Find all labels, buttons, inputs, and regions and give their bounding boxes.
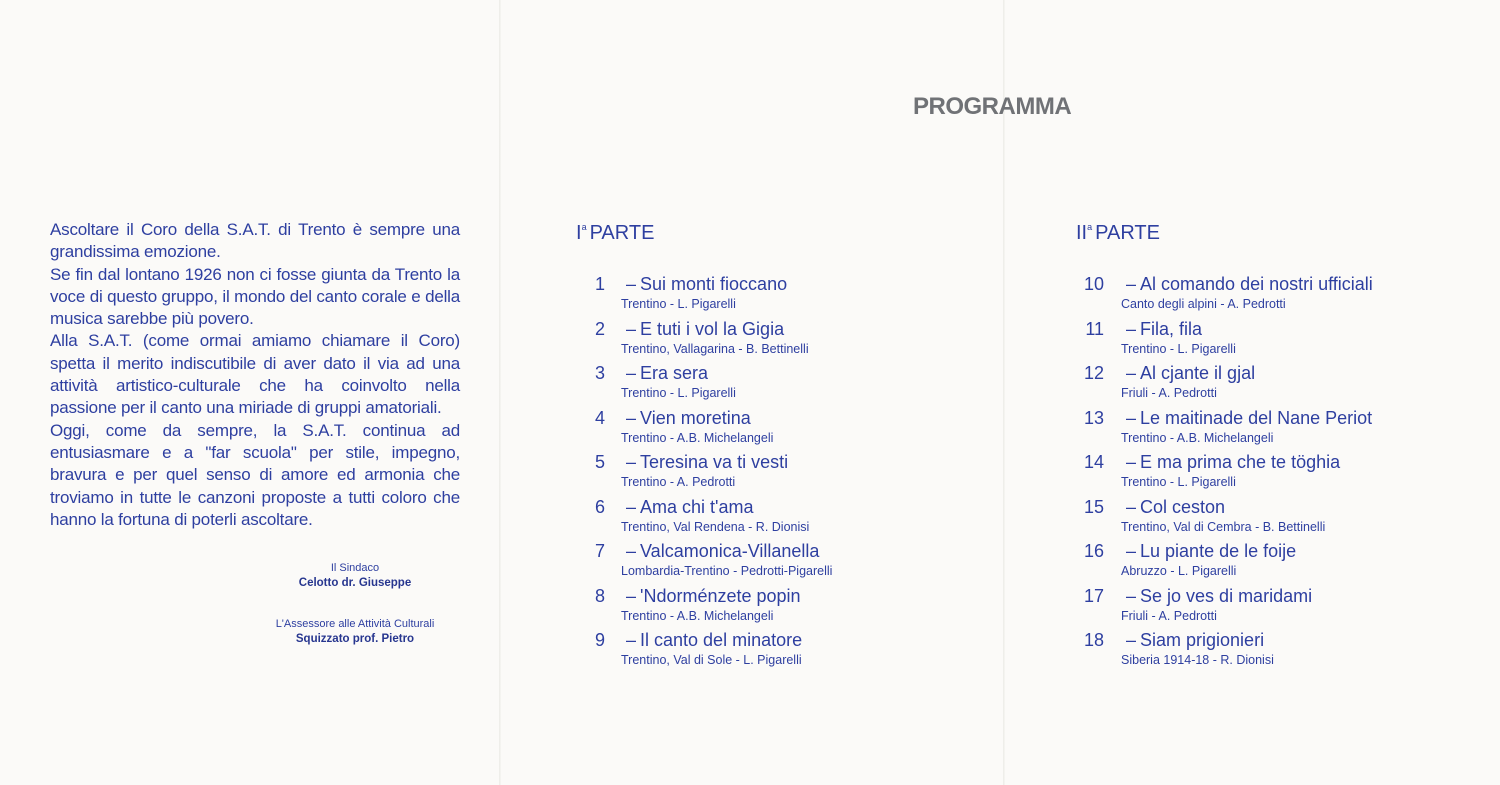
- signature-name: Celotto dr. Giuseppe: [298, 577, 412, 589]
- song-credit: Trentino - A.B. Michelangeli: [1121, 430, 1274, 445]
- song-credit: Trentino, Val di Cembra - B. Bettinelli: [1121, 519, 1326, 534]
- song-number: 2: [594, 318, 605, 339]
- song-title: – Siam prigionieri: [1126, 630, 1265, 650]
- song-number: 6: [594, 496, 605, 517]
- part-two-heading: [1076, 222, 1160, 245]
- song-credit: Abruzzo - L. Pigarelli: [1121, 564, 1237, 578]
- song-number: 3: [594, 363, 605, 383]
- song-title: – Fila, fila: [1126, 318, 1203, 339]
- program-title: PROGRAMMA: [913, 93, 1072, 120]
- song-title: – E tuti i vol la Gigia: [626, 318, 785, 339]
- song-title: – Lu piante de le foije: [1126, 541, 1297, 561]
- song-credit: Trentino - L. Pigarelli: [1121, 475, 1236, 489]
- song-number: 18: [1083, 630, 1104, 650]
- song-number: 5: [594, 452, 605, 472]
- song-credit: Canto degli alpini - A. Pedrotti: [1121, 297, 1286, 311]
- song-title: – E ma prima che te töghia: [1126, 452, 1341, 472]
- song-credit: Trentino - L. Pigarelli: [621, 386, 736, 400]
- fold-line-left: [499, 0, 501, 785]
- song-title: – Il canto del minatore: [626, 630, 803, 650]
- song-title: – Le maitinade del Nane Periot: [1126, 407, 1373, 428]
- song-credit: Trentino, Val Rendena - R. Dionisi: [621, 519, 810, 534]
- song-number: 7: [594, 541, 605, 561]
- song-number: 16: [1083, 541, 1104, 561]
- song-title: – Al cjante il gjal: [1126, 363, 1256, 383]
- song-title: – Teresina va ti vesti: [626, 452, 789, 472]
- part-ordinal: II: [1076, 222, 1088, 244]
- song-credit: Friuli - A. Pedrotti: [1121, 608, 1217, 623]
- song-number: 11: [1085, 318, 1104, 339]
- song-credit: Trentino - A.B. Michelangeli: [621, 608, 774, 623]
- song-title: – 'Ndorménzete popin: [626, 585, 801, 606]
- signature-name: Squizzato prof. Pietro: [295, 633, 415, 645]
- song-title: – Ama chi t'ama: [626, 496, 754, 517]
- signature-mayor: [230, 561, 480, 591]
- song-credit: Trentino - A.B. Michelangeli: [621, 430, 774, 445]
- song-credit: Trentino, Vallagarina - B. Bettinelli: [621, 341, 809, 356]
- song-number: 8: [594, 585, 605, 606]
- intro-text: [50, 219, 460, 531]
- song-title: – Valcamonica-Villanella: [626, 541, 820, 561]
- part-one-heading: [576, 222, 654, 245]
- part-ordinal: I: [576, 222, 582, 244]
- song-number: 1: [594, 274, 605, 294]
- song-number: 13: [1083, 407, 1104, 428]
- song-title: – Al comando dei nostri ufficiali: [1126, 274, 1373, 294]
- song-number: 14: [1083, 452, 1104, 472]
- intro-paragraph: Alla S.A.T. (come ormai amiamo chiamare il Coro) spetta il merito indiscutibile di aver dato il via ad una attività artistico-culturale che ha coinvolto nella passione per il canto una miriade di gruppi amatoriali.: [50, 331, 460, 418]
- song-credit: Trentino - A. Pedrotti: [621, 475, 736, 489]
- song-credit: Friuli - A. Pedrotti: [1121, 386, 1217, 400]
- signature-role: Il Sindaco: [330, 562, 380, 574]
- intro-paragraph: Ascoltare il Coro della S.A.T. di Trento è sempre una grandissima emozione.: [50, 220, 460, 262]
- signature-role: L'Assessore alle Attività Culturali: [275, 618, 435, 630]
- part-label: PARTE: [589, 222, 655, 244]
- intro-paragraph: Se fin dal lontano 1926 non ci fosse giunta da Trento la voce di questo gruppo, il mondo del canto corale e della musica sarebbe più povero.: [50, 264, 460, 329]
- intro-paragraph: Oggi, come da sempre, la S.A.T. continua ad entusiasmare e a "far scuola" per stile, impegno, bravura e per quel senso di amore ed armonia che troviamo in tutte le canzoni proposte a tutti coloro che hanno la fortuna di poterli ascoltare.: [50, 420, 460, 529]
- song-number: 10: [1083, 274, 1104, 294]
- part-label: PARTE: [1095, 222, 1160, 244]
- song-credit: Trentino, Val di Sole - L. Pigarelli: [621, 653, 802, 667]
- song-number: 4: [594, 407, 605, 428]
- song-credit: Lombardia-Trentino - Pedrotti-Pigarelli: [621, 564, 833, 578]
- song-title: – Era sera: [626, 363, 709, 383]
- song-number: 15: [1083, 496, 1104, 517]
- song-number: 17: [1083, 585, 1104, 606]
- part-ordinal-suffix: a: [581, 222, 587, 232]
- signature-assessor: [230, 617, 480, 647]
- song-title: – Sui monti fioccano: [626, 274, 788, 294]
- song-title: – Col ceston: [1126, 496, 1226, 517]
- song-credit: Trentino - L. Pigarelli: [1121, 341, 1236, 356]
- song-number: 9: [594, 630, 605, 650]
- song-credit: Trentino - L. Pigarelli: [621, 297, 736, 311]
- song-credit: Siberia 1914-18 - R. Dionisi: [1121, 653, 1274, 667]
- part-ordinal-suffix: a: [1087, 222, 1093, 232]
- song-title: – Se jo ves di maridami: [1126, 585, 1313, 606]
- song-number: 12: [1083, 363, 1104, 383]
- song-title: – Vien moretina: [626, 407, 751, 428]
